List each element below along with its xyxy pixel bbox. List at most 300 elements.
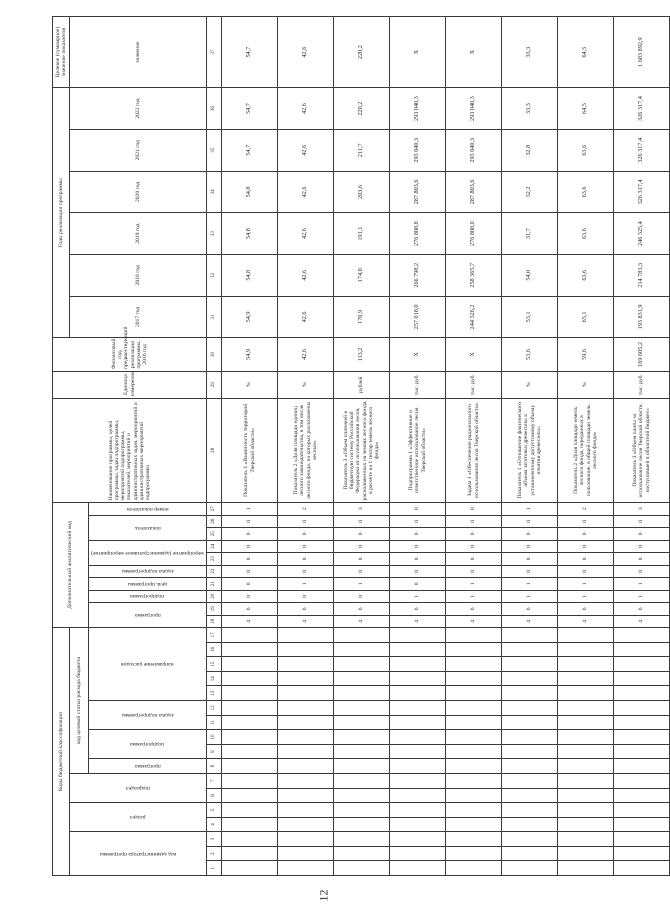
header-target-sub: значение xyxy=(70,17,207,88)
empty-code-cell xyxy=(614,803,670,818)
indicator-unit: рублей xyxy=(334,371,390,398)
year-value: 193 831,9 xyxy=(614,296,670,338)
header-unit: Единица измерения xyxy=(53,371,207,398)
column-number: 27 xyxy=(207,502,222,515)
header-add-programma: программа xyxy=(89,603,207,628)
empty-code-cell xyxy=(558,715,614,730)
indicator-name: Показатель 2 «Доля площади единиц лесного законодательства, в том числе лесного фонда, на которых расположены лесные» xyxy=(278,398,334,502)
year-value: 326 317,4 xyxy=(614,171,670,213)
header-napravlenie: направление расходов xyxy=(89,628,207,701)
table-row xyxy=(502,17,558,876)
empty-code-cell xyxy=(278,628,334,643)
base-year-value: 42,6 xyxy=(278,338,334,371)
analytic-code-cell: 1 xyxy=(502,578,558,591)
empty-code-cell xyxy=(502,657,558,672)
header-admin-code: код администратора программы xyxy=(70,832,207,876)
analytic-code-cell: 0 xyxy=(334,528,390,541)
header-target-value: Целевое (суммарное) значение показателя xyxy=(53,17,70,88)
empty-code-cell xyxy=(558,642,614,657)
column-number: 3 xyxy=(207,832,222,847)
target-value: 42,6 xyxy=(278,17,334,88)
column-number: 35 xyxy=(207,129,222,171)
empty-code-cell xyxy=(614,744,670,759)
base-year-value: 59,6 xyxy=(558,338,614,371)
year-value: 32,2 xyxy=(502,171,558,213)
analytic-code-cell: 0 xyxy=(222,578,278,591)
empty-code-cell xyxy=(558,759,614,774)
target-value: 1 683 892,9 xyxy=(614,17,670,88)
empty-code-cell xyxy=(334,671,390,686)
year-value: 54,8 xyxy=(222,171,278,213)
table-row xyxy=(558,17,614,876)
year-value: 31,7 xyxy=(502,213,558,255)
empty-code-cell xyxy=(334,744,390,759)
column-number: 21 xyxy=(207,578,222,591)
analytic-code-cell: 4 xyxy=(558,615,614,628)
header-name-column: Наименование программы, целей программы, задач подпрограммы, мероприятий подпрограммы, показателей, мероприятий и административных задач, мероприятий и административных мероприятий подпрограммы xyxy=(53,398,207,502)
analytic-code-cell: 2 xyxy=(278,502,334,515)
empty-code-cell xyxy=(446,803,502,818)
empty-code-cell xyxy=(390,817,446,832)
empty-code-cell xyxy=(614,701,670,716)
empty-code-cell xyxy=(390,701,446,716)
analytic-code-cell: 6 xyxy=(502,603,558,616)
empty-code-cell xyxy=(502,788,558,803)
year-value: 42,6 xyxy=(278,171,334,213)
analytic-code-cell: 2 xyxy=(558,502,614,515)
column-number: 13 xyxy=(207,686,222,701)
empty-code-cell xyxy=(614,686,670,701)
empty-code-cell xyxy=(222,817,278,832)
year-value: 33,3 xyxy=(502,88,558,130)
empty-code-cell xyxy=(558,788,614,803)
header-codes-block: Коды бюджетной классификации xyxy=(53,628,70,876)
empty-code-cell xyxy=(334,759,390,774)
empty-code-cell xyxy=(278,744,334,759)
empty-code-cell xyxy=(334,832,390,847)
empty-code-cell xyxy=(558,730,614,745)
column-number: 19 xyxy=(207,603,222,616)
empty-code-cell xyxy=(446,846,502,861)
column-number: 20 xyxy=(207,590,222,603)
year-value: 220,2 xyxy=(334,88,390,130)
empty-code-cell xyxy=(446,671,502,686)
analytic-code-cell: 0 xyxy=(614,515,670,528)
column-number: 34 xyxy=(207,171,222,213)
base-year-value: Х xyxy=(446,338,502,371)
empty-code-cell xyxy=(446,773,502,788)
analytic-code-cell: 0 xyxy=(390,528,446,541)
indicator-unit: тыс. руб. xyxy=(446,371,502,398)
analytic-code-cell: 0 xyxy=(278,528,334,541)
empty-code-cell xyxy=(446,861,502,876)
empty-code-cell xyxy=(334,861,390,876)
analytic-code-cell: 6 xyxy=(614,603,670,616)
empty-code-cell xyxy=(222,701,278,716)
indicator-name: Подпрограмма 1 «Эффективное и ответственное использование лесов Тверской области» xyxy=(390,398,446,502)
year-value: 53,1 xyxy=(502,296,558,338)
target-value: Х xyxy=(390,17,446,88)
empty-code-cell xyxy=(558,773,614,788)
indicator-unit: % xyxy=(222,371,278,398)
analytic-code-cell: 0 xyxy=(390,565,446,578)
column-number: 14 xyxy=(207,671,222,686)
empty-code-cell xyxy=(390,773,446,788)
header-add-meropriyatie: мероприятие (административное мероприятие) xyxy=(89,540,207,565)
analytic-code-cell: 0 xyxy=(334,565,390,578)
year-value: 293 040,3 xyxy=(390,88,446,130)
empty-code-cell xyxy=(390,686,446,701)
analytic-code-cell: 0 xyxy=(614,528,670,541)
empty-code-cell xyxy=(446,730,502,745)
indicator-name: Показатель 2 «Доля площади земель лесного фонда, переданных в пользование, в общей площади земель лесного фонда» xyxy=(558,398,614,502)
column-number: 12 xyxy=(207,701,222,716)
year-value: 54,8 xyxy=(222,254,278,296)
empty-code-cell xyxy=(278,832,334,847)
empty-code-cell xyxy=(334,788,390,803)
empty-code-cell xyxy=(502,744,558,759)
empty-code-cell xyxy=(222,715,278,730)
column-number: 6 xyxy=(207,788,222,803)
year-value: 276 808,0 xyxy=(446,213,502,255)
empty-code-cell xyxy=(558,671,614,686)
empty-code-cell xyxy=(390,715,446,730)
empty-code-cell xyxy=(558,832,614,847)
analytic-code-cell: 1 xyxy=(614,578,670,591)
empty-code-cell xyxy=(222,861,278,876)
empty-code-cell xyxy=(278,642,334,657)
empty-code-cell xyxy=(390,744,446,759)
column-number: 4 xyxy=(207,817,222,832)
analytic-code-cell: 4 xyxy=(222,615,278,628)
year-value: 54,9 xyxy=(222,296,278,338)
empty-code-cell xyxy=(502,730,558,745)
analytic-code-cell: 0 xyxy=(222,553,278,566)
empty-code-cell xyxy=(278,715,334,730)
analytic-code-cell: 0 xyxy=(558,540,614,553)
analytic-code-cell: 1 xyxy=(502,590,558,603)
year-value: 211,7 xyxy=(334,129,390,171)
column-number: 30 xyxy=(207,338,222,371)
year-value: 54,0 xyxy=(502,254,558,296)
empty-code-cell xyxy=(502,773,558,788)
empty-code-cell xyxy=(390,671,446,686)
empty-code-cell xyxy=(558,803,614,818)
year-value: 287 803,6 xyxy=(446,171,502,213)
analytic-code-cell: 1 xyxy=(334,578,390,591)
column-number: 7 xyxy=(207,773,222,788)
analytic-code-cell: 3 xyxy=(334,502,390,515)
year-value: 42,6 xyxy=(278,296,334,338)
analytic-code-cell: 0 xyxy=(390,553,446,566)
column-number: 10 xyxy=(207,730,222,745)
base-year-value: 169 605,2 xyxy=(614,338,670,371)
year-value: 54,7 xyxy=(222,88,278,130)
analytic-code-cell: 4 xyxy=(614,615,670,628)
empty-code-cell xyxy=(446,759,502,774)
year-value: 266 798,2 xyxy=(390,254,446,296)
analytic-code-cell: 6 xyxy=(334,603,390,616)
year-value: 63,6 xyxy=(558,213,614,255)
analytic-code-cell: 0 xyxy=(334,590,390,603)
empty-code-cell xyxy=(222,628,278,643)
empty-code-cell xyxy=(446,701,502,716)
analytic-code-cell: 4 xyxy=(502,615,558,628)
analytic-code-cell: 6 xyxy=(278,603,334,616)
empty-code-cell xyxy=(614,832,670,847)
empty-code-cell xyxy=(558,817,614,832)
empty-code-cell xyxy=(222,744,278,759)
analytic-code-cell: 4 xyxy=(278,615,334,628)
column-number: 9 xyxy=(207,744,222,759)
analytic-code-cell: 6 xyxy=(558,603,614,616)
analytic-code-cell: 0 xyxy=(278,540,334,553)
header-base-year: Финансовый год, предшествующий реализации программы, 2016 год xyxy=(53,338,207,371)
analytic-code-cell: 0 xyxy=(446,540,502,553)
table-row xyxy=(446,17,502,876)
column-number: 5 xyxy=(207,803,222,818)
empty-code-cell xyxy=(278,788,334,803)
empty-code-cell xyxy=(390,832,446,847)
empty-code-cell xyxy=(222,788,278,803)
year-value: 174,0 xyxy=(334,254,390,296)
empty-code-cell xyxy=(278,657,334,672)
year-value: 293 040,3 xyxy=(446,88,502,130)
analytic-code-cell: 1 xyxy=(222,502,278,515)
empty-code-cell xyxy=(222,832,278,847)
analytic-code-cell: 0 xyxy=(502,540,558,553)
column-number: 16 xyxy=(207,642,222,657)
empty-code-cell xyxy=(502,861,558,876)
year-value: 42,6 xyxy=(278,129,334,171)
empty-code-cell xyxy=(278,671,334,686)
analytic-code-cell: 0 xyxy=(334,553,390,566)
indicator-name: Показатель 1 «Валютность территорий Тверской области» xyxy=(222,398,278,502)
empty-code-cell xyxy=(278,759,334,774)
header-target-code: код целевой статьи расхода бюджета xyxy=(70,628,89,774)
analytic-code-cell: 0 xyxy=(446,553,502,566)
analytic-code-cell: 0 xyxy=(334,540,390,553)
empty-code-cell xyxy=(446,788,502,803)
empty-code-cell xyxy=(334,628,390,643)
empty-code-cell xyxy=(614,788,670,803)
column-number: 31 xyxy=(207,296,222,338)
empty-code-cell xyxy=(334,846,390,861)
column-number: 23 xyxy=(207,553,222,566)
year-value: 244 326,2 xyxy=(446,296,502,338)
target-value: Х xyxy=(446,17,502,88)
indicator-name: Показатель 3 «Объем платежей в бюджетную систему Российской Федерации от использования лесов, расположенных на землях лесного фонда, в расчете на 1 гектар земель лесного фонда» xyxy=(334,398,390,502)
column-number: 1 xyxy=(207,861,222,876)
indicator-unit: % xyxy=(502,371,558,398)
empty-code-cell xyxy=(502,715,558,730)
header-year-2019: 2019 год xyxy=(70,213,207,255)
analytic-code-cell: 1 xyxy=(278,578,334,591)
analytic-code-cell: 0 xyxy=(558,565,614,578)
analytic-code-cell: 1 xyxy=(558,578,614,591)
year-value: 258 365,7 xyxy=(446,254,502,296)
header-razdel: раздел xyxy=(70,803,207,832)
empty-code-cell xyxy=(558,701,614,716)
empty-code-cell xyxy=(558,861,614,876)
header-years-block: Годы реализации программы xyxy=(53,88,70,338)
empty-code-cell xyxy=(278,817,334,832)
empty-code-cell xyxy=(334,817,390,832)
column-number: 18 xyxy=(207,615,222,628)
indicator-name: Показатель 3 «Объем платы за использование лесов Тверской области, поступившей в областной бюджет» xyxy=(614,398,670,502)
year-value: 42,6 xyxy=(278,254,334,296)
column-number: 2 xyxy=(207,846,222,861)
year-value: 54,8 xyxy=(222,213,278,255)
empty-code-cell xyxy=(446,642,502,657)
target-value: 33,3 xyxy=(502,17,558,88)
year-value: 63,6 xyxy=(558,254,614,296)
empty-code-cell xyxy=(222,730,278,745)
analytic-code-cell: 1 xyxy=(446,590,502,603)
column-number: 36 xyxy=(207,88,222,130)
year-value: 257 018,0 xyxy=(390,296,446,338)
indicator-name: Показатель 1 «Отношение фактического объема заготовки древесины к установленному допустимому объему изъятия древесины» xyxy=(502,398,558,502)
table-body xyxy=(207,17,670,876)
empty-code-cell xyxy=(614,715,670,730)
column-number: 26 xyxy=(207,515,222,528)
base-year-value: Х xyxy=(390,338,446,371)
analytic-code-cell: 0 xyxy=(502,553,558,566)
analytic-code-cell: 0 xyxy=(502,515,558,528)
header-year-2021: 2021 год xyxy=(70,129,207,171)
program-budget-table xyxy=(52,16,670,876)
empty-code-cell xyxy=(446,744,502,759)
analytic-code-cell: 1 xyxy=(558,590,614,603)
empty-code-cell xyxy=(278,730,334,745)
empty-code-cell xyxy=(334,701,390,716)
year-value: 293 040,3 xyxy=(390,129,446,171)
empty-code-cell xyxy=(334,730,390,745)
analytic-code-cell: 0 xyxy=(558,515,614,528)
year-value: 246 325,4 xyxy=(614,213,670,255)
empty-code-cell xyxy=(390,759,446,774)
year-value: 287 803,6 xyxy=(390,171,446,213)
table-row xyxy=(614,17,670,876)
analytic-code-cell: 0 xyxy=(558,553,614,566)
empty-code-cell xyxy=(502,759,558,774)
header-add-zadacha: задача подпрограммы xyxy=(89,565,207,578)
empty-code-cell xyxy=(502,832,558,847)
analytic-code-cell: 0 xyxy=(222,540,278,553)
analytic-code-cell: 6 xyxy=(446,603,502,616)
empty-code-cell xyxy=(222,773,278,788)
column-number-row xyxy=(207,17,222,876)
column-number: 11 xyxy=(207,715,222,730)
empty-code-cell xyxy=(390,861,446,876)
year-value: 203,6 xyxy=(334,171,390,213)
target-value: 220,2 xyxy=(334,17,390,88)
empty-code-cell xyxy=(502,846,558,861)
indicator-name: Задача 1 «Обеспечение рационального использования лесов Тверской области» xyxy=(446,398,502,502)
empty-code-cell xyxy=(502,701,558,716)
header-podrazdel: подраздел xyxy=(70,773,207,802)
analytic-code-cell: 0 xyxy=(558,528,614,541)
table-row xyxy=(278,17,334,876)
column-number: 24 xyxy=(207,540,222,553)
empty-code-cell xyxy=(222,642,278,657)
table-row xyxy=(390,17,446,876)
year-value: 191,1 xyxy=(334,213,390,255)
analytic-code-cell: 0 xyxy=(278,565,334,578)
analytic-code-cell: 0 xyxy=(614,553,670,566)
empty-code-cell xyxy=(278,846,334,861)
indicator-unit: тыс. руб. xyxy=(614,371,670,398)
empty-code-cell xyxy=(390,628,446,643)
column-number: 29 xyxy=(207,371,222,398)
empty-code-cell xyxy=(614,817,670,832)
empty-code-cell xyxy=(390,642,446,657)
empty-code-cell xyxy=(222,803,278,818)
indicator-unit: тыс. руб. xyxy=(390,371,446,398)
analytic-code-cell: 0 xyxy=(390,578,446,591)
column-number: 8 xyxy=(207,759,222,774)
empty-code-cell xyxy=(558,846,614,861)
header-add-pokazatel: показатель xyxy=(89,515,207,540)
header-year-2017: 2017 год xyxy=(70,296,207,338)
indicator-unit: % xyxy=(278,371,334,398)
empty-code-cell xyxy=(334,803,390,818)
empty-code-cell xyxy=(278,861,334,876)
analytic-code-cell: 0 xyxy=(278,553,334,566)
analytic-code-cell: 6 xyxy=(390,603,446,616)
empty-code-cell xyxy=(558,628,614,643)
empty-code-cell xyxy=(614,773,670,788)
empty-code-cell xyxy=(502,686,558,701)
page-number: 12 xyxy=(316,889,331,902)
empty-code-cell xyxy=(446,817,502,832)
year-value: 65,1 xyxy=(558,296,614,338)
analytic-code-cell: 0 xyxy=(446,502,502,515)
header-add-podprogramma: подпрограмма xyxy=(89,590,207,603)
empty-code-cell xyxy=(334,773,390,788)
year-value: 42,6 xyxy=(278,213,334,255)
empty-code-cell xyxy=(614,642,670,657)
header-programma: программа xyxy=(89,759,207,774)
header-year-2022: 2022 год xyxy=(70,88,207,130)
empty-code-cell xyxy=(502,803,558,818)
empty-code-cell xyxy=(278,701,334,716)
empty-code-cell xyxy=(614,759,670,774)
empty-code-cell xyxy=(614,657,670,672)
analytic-code-cell: 0 xyxy=(278,515,334,528)
analytic-code-cell: 3 xyxy=(614,502,670,515)
empty-code-cell xyxy=(390,657,446,672)
analytic-code-cell: 1 xyxy=(502,502,558,515)
rotated-page-content xyxy=(52,16,651,876)
analytic-code-cell: 1 xyxy=(446,578,502,591)
empty-code-cell xyxy=(502,671,558,686)
analytic-code-cell: 0 xyxy=(446,565,502,578)
analytic-code-cell: 1 xyxy=(614,590,670,603)
empty-code-cell xyxy=(558,686,614,701)
analytic-code-cell: 0 xyxy=(390,515,446,528)
empty-code-cell xyxy=(614,846,670,861)
year-value: 63,6 xyxy=(558,129,614,171)
empty-code-cell xyxy=(334,715,390,730)
empty-code-cell xyxy=(502,628,558,643)
analytic-code-cell: 0 xyxy=(222,565,278,578)
empty-code-cell xyxy=(446,832,502,847)
analytic-code-cell: 1 xyxy=(390,590,446,603)
empty-code-cell xyxy=(614,628,670,643)
analytic-code-cell: 0 xyxy=(614,540,670,553)
analytic-code-cell: 0 xyxy=(222,515,278,528)
